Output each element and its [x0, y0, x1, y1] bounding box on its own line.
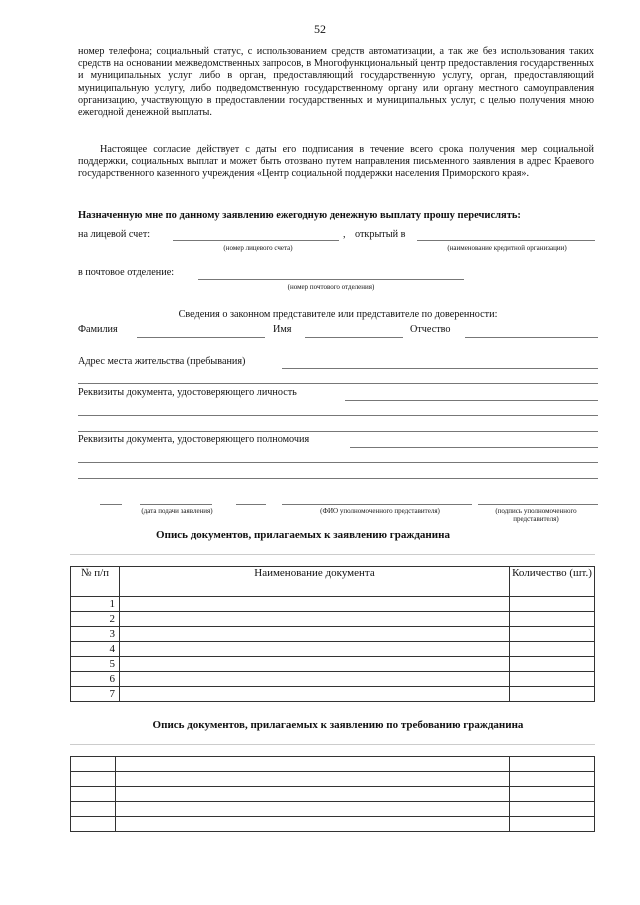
representative-signature-field[interactable]	[478, 504, 598, 505]
document-name-cell[interactable]	[120, 627, 510, 642]
authority-document-label: Реквизиты документа, удостоверяющего полномочия	[78, 434, 310, 445]
surname-label: Фамилия	[78, 324, 118, 335]
row-number-cell[interactable]	[71, 772, 116, 787]
inventory-1-divider	[70, 554, 595, 555]
authority-document-field[interactable]	[350, 447, 598, 448]
row-number-cell[interactable]	[71, 787, 116, 802]
name-field[interactable]	[305, 337, 403, 338]
table-row	[71, 757, 595, 772]
inventory-1-title: Опись документов, прилагаемых к заявлению гражданина	[156, 529, 450, 541]
quantity-cell[interactable]	[510, 597, 595, 612]
table-row	[71, 642, 595, 657]
quantity-cell[interactable]	[510, 627, 595, 642]
table-row	[71, 672, 595, 687]
patronymic-field[interactable]	[465, 337, 598, 338]
table-row	[71, 802, 595, 817]
inventory-2-divider	[70, 744, 595, 745]
document-name-cell[interactable]	[120, 687, 510, 702]
address-field-line-2[interactable]	[78, 383, 598, 384]
account-number-caption: (номер лицевого счета)	[223, 244, 293, 252]
date-caption: (дата подачи заявления)	[141, 507, 213, 515]
row-number-cell: 4	[71, 642, 120, 657]
payment-heading: Назначенную мне по данному заявлению ежегодную денежную выплату прошу перечислять:	[78, 210, 521, 221]
representative-fio-field[interactable]	[282, 504, 472, 505]
table-row	[71, 597, 595, 612]
page-number: 52	[314, 22, 326, 36]
id-document-label: Реквизиты документа, удостоверяющего личность	[78, 387, 297, 398]
representative-heading: Сведения о законном представителе или представителе по доверенности:	[178, 309, 498, 320]
table-row	[71, 627, 595, 642]
signature-caption: (подпись уполномоченного представителя)	[495, 507, 577, 523]
quantity-cell[interactable]	[510, 757, 595, 772]
quantity-cell[interactable]	[510, 802, 595, 817]
address-label: Адрес места жительства (пребывания)	[78, 356, 246, 367]
quantity-cell[interactable]	[510, 787, 595, 802]
authority-document-field-line-3[interactable]	[78, 478, 598, 479]
date-year-field[interactable]	[236, 504, 266, 505]
quantity-cell[interactable]	[510, 657, 595, 672]
post-office-field[interactable]	[198, 279, 464, 280]
id-document-field[interactable]	[345, 400, 598, 401]
row-number-cell: 6	[71, 672, 120, 687]
document-name-cell[interactable]	[116, 772, 510, 787]
consent-paragraph-2: Настоящее согласие действует с даты его подписания в течение всего срока получения мер социальной поддержки, социальных выплат и может быть отозвано путем направления письменного заявления в адрес Краевого государственного казенного учреждения «Центр социальной поддержки населения Приморского края».	[78, 144, 594, 180]
document-name-cell[interactable]	[120, 657, 510, 672]
document-name-cell[interactable]	[120, 597, 510, 612]
column-quantity-header: Количество (шт.)	[510, 567, 595, 597]
post-office-caption: (номер почтового отделения)	[287, 283, 375, 291]
table-row	[71, 787, 595, 802]
surname-field[interactable]	[137, 337, 265, 338]
table-row	[71, 657, 595, 672]
quantity-cell[interactable]	[510, 817, 595, 832]
document-name-cell[interactable]	[120, 672, 510, 687]
authority-document-field-line-2[interactable]	[78, 462, 598, 463]
bank-name-field[interactable]	[417, 240, 595, 241]
quantity-cell[interactable]	[510, 612, 595, 627]
inventory-1-header-row	[71, 567, 595, 597]
consent-paragraph-1: номер телефона; социальный статус, с использованием средств автоматизации, а так же без использования таких средств на основании межведомственных запросов, в Многофункциональный центр предоставления государственных и муниципальных услуг либо в орган, предоставляющий государственную услугу, орган, предоставляющий муниципальную услугу, либо подведомственную государственному органу или органу местного самоуправления организацию, участвующую в предоставлении государственных и муниципальных услуг, с целью получения мною ежегодной денежной выплаты.	[78, 46, 594, 119]
row-number-cell[interactable]	[71, 817, 116, 832]
quantity-cell[interactable]	[510, 772, 595, 787]
column-document-name-header: Наименование документа	[120, 567, 510, 597]
date-day-field[interactable]	[100, 504, 122, 505]
document-name-cell[interactable]	[116, 757, 510, 772]
row-number-cell[interactable]	[71, 757, 116, 772]
address-field[interactable]	[282, 368, 598, 369]
bank-name-caption: (наименование кредитной организации)	[447, 244, 567, 252]
quantity-cell[interactable]	[510, 672, 595, 687]
account-label: на лицевой счет:	[78, 229, 151, 240]
table-row	[71, 817, 595, 832]
date-field[interactable]	[140, 504, 212, 505]
name-label: Имя	[273, 324, 292, 335]
document-name-cell[interactable]	[120, 612, 510, 627]
document-name-cell[interactable]	[116, 787, 510, 802]
id-document-field-line-3[interactable]	[78, 431, 598, 432]
table-row	[71, 687, 595, 702]
document-name-cell[interactable]	[116, 802, 510, 817]
post-office-label: в почтовое отделение:	[78, 267, 175, 278]
document-name-cell[interactable]	[120, 642, 510, 657]
patronymic-label: Отчество	[410, 324, 451, 335]
row-number-cell: 1	[71, 597, 120, 612]
row-number-cell: 5	[71, 657, 120, 672]
column-number-header: № п/п	[71, 567, 120, 597]
opened-in-label: открытый в	[355, 229, 406, 240]
row-number-cell: 7	[71, 687, 120, 702]
inventory-2-table	[70, 756, 595, 832]
quantity-cell[interactable]	[510, 687, 595, 702]
row-number-cell: 3	[71, 627, 120, 642]
account-number-field[interactable]	[173, 240, 339, 241]
account-comma: ,	[343, 229, 346, 240]
quantity-cell[interactable]	[510, 642, 595, 657]
table-row	[71, 772, 595, 787]
inventory-2-title: Опись документов, прилагаемых к заявлению по требованию гражданина	[152, 719, 524, 731]
inventory-1-table	[70, 566, 595, 702]
fio-caption: (ФИО уполномоченного представителя)	[320, 507, 440, 515]
row-number-cell[interactable]	[71, 802, 116, 817]
id-document-field-line-2[interactable]	[78, 415, 598, 416]
table-row	[71, 612, 595, 627]
document-name-cell[interactable]	[116, 817, 510, 832]
row-number-cell: 2	[71, 612, 120, 627]
